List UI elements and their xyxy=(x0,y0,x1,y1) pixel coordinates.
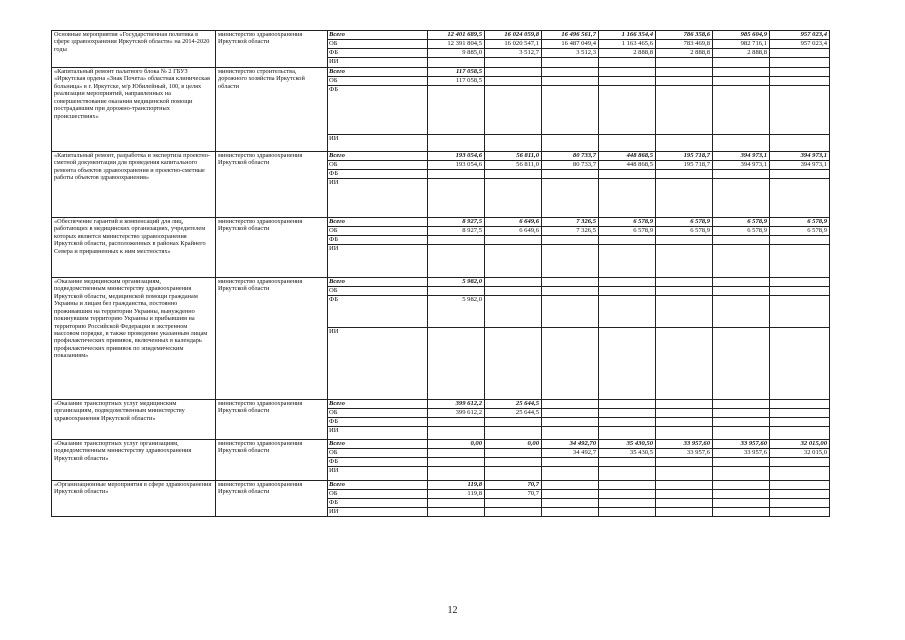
funding-source: ИИ xyxy=(328,179,428,218)
amount-cell xyxy=(542,499,599,508)
amount-cell: 394 973,1 xyxy=(713,152,770,161)
amount-cell: 3 512,7 xyxy=(485,49,542,58)
amount-cell xyxy=(599,481,656,490)
funding-source: Всего xyxy=(328,278,428,287)
amount-cell xyxy=(713,458,770,467)
funding-source: ОБ xyxy=(328,77,428,86)
responsible-executor: министерство здравоохранения Иркутской области xyxy=(216,400,328,440)
amount-cell: 783 469,8 xyxy=(656,40,713,49)
amount-cell: 6 578,9 xyxy=(656,218,713,227)
amount-cell xyxy=(542,278,599,287)
amount-cell xyxy=(599,418,656,427)
amount-cell xyxy=(770,58,830,68)
amount-cell xyxy=(713,481,770,490)
funding-source: ИИ xyxy=(328,58,428,68)
amount-cell xyxy=(599,86,656,135)
amount-cell: 193 054,6 xyxy=(428,152,485,161)
amount-cell: 394 973,1 xyxy=(713,161,770,170)
amount-cell: 2 888,8 xyxy=(599,49,656,58)
amount-cell xyxy=(770,179,830,218)
amount-cell xyxy=(485,508,542,517)
amount-cell xyxy=(656,467,713,481)
budget-table xyxy=(51,30,830,517)
amount-cell: 448 868,5 xyxy=(599,161,656,170)
measure-name: «Оказание медицинским организациям, подведомственным министерству здравоохранения Иркутской области, медицинской помощи гражданам Украины и лицам без гражданства, постоянно проживавшим на территории Украины, вынужденно покинувшим территорию Украины и прибывшим на территорию Российской Федерации в экстренном массовом порядке, в также проведение указанным лицам профилактических прививок, включенных в календарь профилактических прививок по эпидемическим показаниям» xyxy=(52,278,216,400)
amount-cell: 394 973,1 xyxy=(770,152,830,161)
amount-cell xyxy=(542,296,599,328)
amount-cell: 957 023,4 xyxy=(770,31,830,40)
amount-cell xyxy=(713,170,770,179)
amount-cell xyxy=(656,508,713,517)
amount-cell: 9 885,0 xyxy=(428,49,485,58)
amount-cell xyxy=(713,508,770,517)
funding-source: ИИ xyxy=(328,427,428,440)
amount-cell: 34 492,70 xyxy=(542,440,599,449)
amount-cell xyxy=(770,458,830,467)
amount-cell: 6 578,9 xyxy=(599,218,656,227)
amount-cell xyxy=(485,328,542,400)
amount-cell xyxy=(485,287,542,296)
table-row xyxy=(52,481,830,490)
amount-cell xyxy=(599,400,656,409)
amount-cell xyxy=(770,135,830,152)
amount-cell xyxy=(656,490,713,499)
responsible-executor: министерство здравоохранения Иркутской области xyxy=(216,152,328,218)
amount-cell xyxy=(713,58,770,68)
amount-cell: 6 578,9 xyxy=(770,218,830,227)
amount-cell: 6 578,9 xyxy=(599,227,656,236)
amount-cell xyxy=(428,499,485,508)
amount-cell: 7 326,5 xyxy=(542,218,599,227)
amount-cell: 32 015,0 xyxy=(770,449,830,458)
amount-cell xyxy=(542,86,599,135)
amount-cell xyxy=(599,409,656,418)
amount-cell: 33 957,60 xyxy=(656,440,713,449)
amount-cell: 0,00 xyxy=(428,440,485,449)
amount-cell xyxy=(428,179,485,218)
amount-cell xyxy=(428,467,485,481)
funding-source: ОБ xyxy=(328,161,428,170)
amount-cell xyxy=(656,400,713,409)
amount-cell xyxy=(599,490,656,499)
amount-cell xyxy=(770,77,830,86)
amount-cell: 16 496 561,7 xyxy=(542,31,599,40)
amount-cell xyxy=(713,499,770,508)
amount-cell xyxy=(542,236,599,245)
amount-cell: 12 401 689,5 xyxy=(428,31,485,40)
amount-cell xyxy=(770,490,830,499)
funding-source: ФБ xyxy=(328,49,428,58)
amount-cell xyxy=(599,179,656,218)
amount-cell xyxy=(713,245,770,278)
funding-source: ФБ xyxy=(328,296,428,328)
amount-cell xyxy=(485,68,542,77)
amount-cell xyxy=(542,68,599,77)
amount-cell xyxy=(656,278,713,287)
amount-cell xyxy=(599,458,656,467)
amount-cell: 394 973,1 xyxy=(770,161,830,170)
amount-cell xyxy=(485,170,542,179)
amount-cell xyxy=(770,170,830,179)
amount-cell xyxy=(656,409,713,418)
amount-cell xyxy=(713,135,770,152)
responsible-executor: министерство здравоохранения Иркутской области xyxy=(216,218,328,278)
measure-name: Основные мероприятия «Государственная политика в сфере здравоохранения Иркутской области» на 2014-2020 годы xyxy=(52,31,216,68)
funding-source: Всего xyxy=(328,31,428,40)
amount-cell xyxy=(656,236,713,245)
amount-cell xyxy=(542,170,599,179)
table-row xyxy=(52,440,830,449)
amount-cell xyxy=(485,135,542,152)
amount-cell xyxy=(599,427,656,440)
amount-cell xyxy=(770,236,830,245)
amount-cell xyxy=(770,499,830,508)
responsible-executor: министерство здравоохранения Иркутской области xyxy=(216,440,328,481)
amount-cell xyxy=(770,49,830,58)
amount-cell xyxy=(656,418,713,427)
funding-source: ФБ xyxy=(328,458,428,467)
funding-source: ОБ xyxy=(328,40,428,49)
funding-source: ИИ xyxy=(328,135,428,152)
amount-cell xyxy=(713,179,770,218)
amount-cell xyxy=(428,170,485,179)
amount-cell: 33 957,60 xyxy=(713,440,770,449)
amount-cell xyxy=(428,328,485,400)
amount-cell xyxy=(428,287,485,296)
amount-cell: 117 058,5 xyxy=(428,77,485,86)
amount-cell xyxy=(428,58,485,68)
amount-cell: 399 612,2 xyxy=(428,409,485,418)
amount-cell: 5 982,0 xyxy=(428,296,485,328)
amount-cell xyxy=(485,449,542,458)
amount-cell xyxy=(599,467,656,481)
amount-cell xyxy=(599,278,656,287)
amount-cell xyxy=(542,409,599,418)
amount-cell xyxy=(542,467,599,481)
amount-cell xyxy=(770,400,830,409)
amount-cell xyxy=(428,236,485,245)
amount-cell xyxy=(428,508,485,517)
amount-cell xyxy=(542,508,599,517)
amount-cell xyxy=(542,328,599,400)
amount-cell xyxy=(656,287,713,296)
amount-cell xyxy=(656,499,713,508)
funding-source: Всего xyxy=(328,218,428,227)
funding-source: Всего xyxy=(328,152,428,161)
amount-cell xyxy=(599,236,656,245)
amount-cell xyxy=(428,449,485,458)
amount-cell xyxy=(485,499,542,508)
amount-cell xyxy=(599,68,656,77)
amount-cell xyxy=(542,427,599,440)
amount-cell xyxy=(656,481,713,490)
amount-cell xyxy=(713,68,770,77)
amount-cell xyxy=(599,58,656,68)
amount-cell xyxy=(542,77,599,86)
funding-source: ОБ xyxy=(328,449,428,458)
funding-source: Всего xyxy=(328,481,428,490)
amount-cell xyxy=(542,179,599,218)
amount-cell: 786 358,6 xyxy=(656,31,713,40)
amount-cell xyxy=(542,245,599,278)
funding-source: ФБ xyxy=(328,236,428,245)
amount-cell xyxy=(770,508,830,517)
amount-cell: 119,8 xyxy=(428,481,485,490)
amount-cell: 8 927,5 xyxy=(428,227,485,236)
table-row xyxy=(52,400,830,409)
amount-cell: 399 612,2 xyxy=(428,400,485,409)
amount-cell xyxy=(542,400,599,409)
table-row xyxy=(52,152,830,161)
amount-cell xyxy=(770,278,830,287)
amount-cell: 70,7 xyxy=(485,490,542,499)
amount-cell: 195 718,7 xyxy=(656,152,713,161)
amount-cell: 33 957,6 xyxy=(713,449,770,458)
amount-cell xyxy=(713,467,770,481)
funding-source: ФБ xyxy=(328,499,428,508)
amount-cell: 16 024 059,8 xyxy=(485,31,542,40)
amount-cell xyxy=(485,77,542,86)
funding-source: Всего xyxy=(328,400,428,409)
amount-cell xyxy=(428,418,485,427)
amount-cell xyxy=(599,245,656,278)
measure-name: «Организационные мероприятия в сфере здравоохранения Иркутской области» xyxy=(52,481,216,517)
amount-cell xyxy=(770,328,830,400)
amount-cell xyxy=(485,179,542,218)
amount-cell: 6 649,6 xyxy=(485,227,542,236)
amount-cell xyxy=(599,328,656,400)
amount-cell xyxy=(713,418,770,427)
funding-source: Всего xyxy=(328,440,428,449)
amount-cell xyxy=(542,287,599,296)
amount-cell: 6 578,9 xyxy=(713,218,770,227)
amount-cell xyxy=(599,170,656,179)
amount-cell: 32 015,00 xyxy=(770,440,830,449)
amount-cell xyxy=(485,418,542,427)
amount-cell: 6 578,9 xyxy=(713,227,770,236)
amount-cell: 982 716,1 xyxy=(713,40,770,49)
amount-cell xyxy=(599,77,656,86)
amount-cell: 80 733,7 xyxy=(542,161,599,170)
amount-cell: 34 492,7 xyxy=(542,449,599,458)
amount-cell xyxy=(770,68,830,77)
funding-source: ОБ xyxy=(328,287,428,296)
funding-source: ИИ xyxy=(328,467,428,481)
amount-cell xyxy=(485,467,542,481)
responsible-executor: министерство строительства, дорожного хозяйства Иркутской области xyxy=(216,68,328,152)
amount-cell xyxy=(656,427,713,440)
amount-cell xyxy=(599,508,656,517)
amount-cell: 56 811,0 xyxy=(485,161,542,170)
amount-cell: 985 604,9 xyxy=(713,31,770,40)
amount-cell xyxy=(542,490,599,499)
amount-cell xyxy=(656,58,713,68)
amount-cell: 35 430,50 xyxy=(599,440,656,449)
amount-cell: 56 811,0 xyxy=(485,152,542,161)
amount-cell xyxy=(713,427,770,440)
amount-cell xyxy=(713,328,770,400)
amount-cell: 12 391 804,5 xyxy=(428,40,485,49)
amount-cell: 6 649,6 xyxy=(485,218,542,227)
amount-cell: 35 430,5 xyxy=(599,449,656,458)
amount-cell: 2 888,8 xyxy=(713,49,770,58)
amount-cell xyxy=(770,296,830,328)
amount-cell xyxy=(656,170,713,179)
amount-cell xyxy=(656,328,713,400)
measure-name: «Обеспечение гарантий и компенсаций для лиц, работающих в медицинских организациях, учредителем которых является министерство здравоохранения Иркутской области, расположенных в районах Крайнего Севера и приравненных к ним местностях» xyxy=(52,218,216,278)
amount-cell xyxy=(713,278,770,287)
amount-cell xyxy=(713,236,770,245)
amount-cell: 448 868,5 xyxy=(599,152,656,161)
amount-cell xyxy=(599,296,656,328)
amount-cell xyxy=(428,427,485,440)
amount-cell xyxy=(599,499,656,508)
funding-source: ОБ xyxy=(328,227,428,236)
amount-cell: 5 982,0 xyxy=(428,278,485,287)
amount-cell: 3 512,3 xyxy=(542,49,599,58)
table-row xyxy=(52,68,830,77)
amount-cell xyxy=(542,135,599,152)
measure-name: «Капитальный ремонт палатного блока № 2 ГБУЗ «Иркутская ордена «Знак Почета» областная клиническая больница» в г. Иркутске, м/р Юбилейный, 100, в целях реализации мероприятий, направленных на совершенствование оказания медицинской помощи пострадавшим при дорожно-транспортных происшествиях» xyxy=(52,68,216,152)
funding-source: ИИ xyxy=(328,245,428,278)
amount-cell xyxy=(428,245,485,278)
funding-source: ИИ xyxy=(328,508,428,517)
amount-cell: 80 733,7 xyxy=(542,152,599,161)
amount-cell xyxy=(713,287,770,296)
amount-cell xyxy=(713,296,770,328)
responsible-executor: министерство здравоохранения Иркутской области xyxy=(216,481,328,517)
amount-cell xyxy=(770,418,830,427)
funding-source: ОБ xyxy=(328,409,428,418)
measure-name: «Капитальный ремонт, разработка и экспертиза проектно-сметной документации для проведения капитального ремонта объектов здравоохранения и проектно-сметные работы объектов здравоохранения» xyxy=(52,152,216,218)
amount-cell xyxy=(428,135,485,152)
amount-cell xyxy=(713,409,770,418)
amount-cell: 16 020 547,1 xyxy=(485,40,542,49)
amount-cell xyxy=(656,458,713,467)
amount-cell: 119,8 xyxy=(428,490,485,499)
amount-cell: 25 644,5 xyxy=(485,400,542,409)
amount-cell: 1 166 354,4 xyxy=(599,31,656,40)
amount-cell xyxy=(713,77,770,86)
amount-cell: 8 927,5 xyxy=(428,218,485,227)
amount-cell xyxy=(656,245,713,278)
amount-cell xyxy=(485,236,542,245)
funding-source: ФБ xyxy=(328,86,428,135)
funding-source: Всего xyxy=(328,68,428,77)
funding-source: ФБ xyxy=(328,170,428,179)
responsible-executor: министерство здравоохранения Иркутской области xyxy=(216,31,328,68)
amount-cell xyxy=(770,427,830,440)
amount-cell xyxy=(770,409,830,418)
amount-cell xyxy=(485,296,542,328)
amount-cell: 6 578,9 xyxy=(770,227,830,236)
amount-cell: 2 888,8 xyxy=(656,49,713,58)
funding-source: ИИ xyxy=(328,328,428,400)
amount-cell xyxy=(770,467,830,481)
amount-cell xyxy=(656,77,713,86)
measure-name: «Оказание транспортных услуг медицинским организациям, подведомственным министерству здравоохранения Иркутской области» xyxy=(52,400,216,440)
amount-cell xyxy=(485,278,542,287)
amount-cell xyxy=(542,481,599,490)
amount-cell: 195 718,7 xyxy=(656,161,713,170)
amount-cell: 33 957,6 xyxy=(656,449,713,458)
amount-cell: 25 644,5 xyxy=(485,409,542,418)
amount-cell: 957 023,4 xyxy=(770,40,830,49)
amount-cell xyxy=(485,86,542,135)
amount-cell: 1 163 465,6 xyxy=(599,40,656,49)
amount-cell xyxy=(485,245,542,278)
responsible-executor: министерство здравоохранения Иркутской области xyxy=(216,278,328,400)
amount-cell xyxy=(485,427,542,440)
measure-name: «Оказание транспортных услуг организациям, подведомственным министерству здравоохранения Иркутской области» xyxy=(52,440,216,481)
funding-source: ОБ xyxy=(328,490,428,499)
amount-cell xyxy=(713,86,770,135)
amount-cell xyxy=(770,481,830,490)
amount-cell xyxy=(428,86,485,135)
funding-source: ФБ xyxy=(328,418,428,427)
amount-cell: 193 054,6 xyxy=(428,161,485,170)
amount-cell xyxy=(599,287,656,296)
amount-cell xyxy=(770,86,830,135)
amount-cell xyxy=(542,58,599,68)
table-row xyxy=(52,31,830,40)
amount-cell xyxy=(770,287,830,296)
amount-cell: 117 058,5 xyxy=(428,68,485,77)
amount-cell xyxy=(599,135,656,152)
amount-cell: 16 487 049,4 xyxy=(542,40,599,49)
amount-cell xyxy=(656,135,713,152)
table-row xyxy=(52,218,830,227)
amount-cell xyxy=(542,418,599,427)
amount-cell xyxy=(656,179,713,218)
page-number: 12 xyxy=(447,605,458,616)
amount-cell xyxy=(656,86,713,135)
amount-cell: 6 578,9 xyxy=(656,227,713,236)
amount-cell: 7 326,5 xyxy=(542,227,599,236)
amount-cell xyxy=(656,68,713,77)
amount-cell: 0,00 xyxy=(485,440,542,449)
amount-cell xyxy=(485,458,542,467)
amount-cell xyxy=(713,490,770,499)
amount-cell xyxy=(713,400,770,409)
amount-cell xyxy=(428,458,485,467)
amount-cell: 70,7 xyxy=(485,481,542,490)
amount-cell xyxy=(485,58,542,68)
amount-cell xyxy=(656,296,713,328)
table-row xyxy=(52,278,830,287)
amount-cell xyxy=(770,245,830,278)
amount-cell xyxy=(542,458,599,467)
